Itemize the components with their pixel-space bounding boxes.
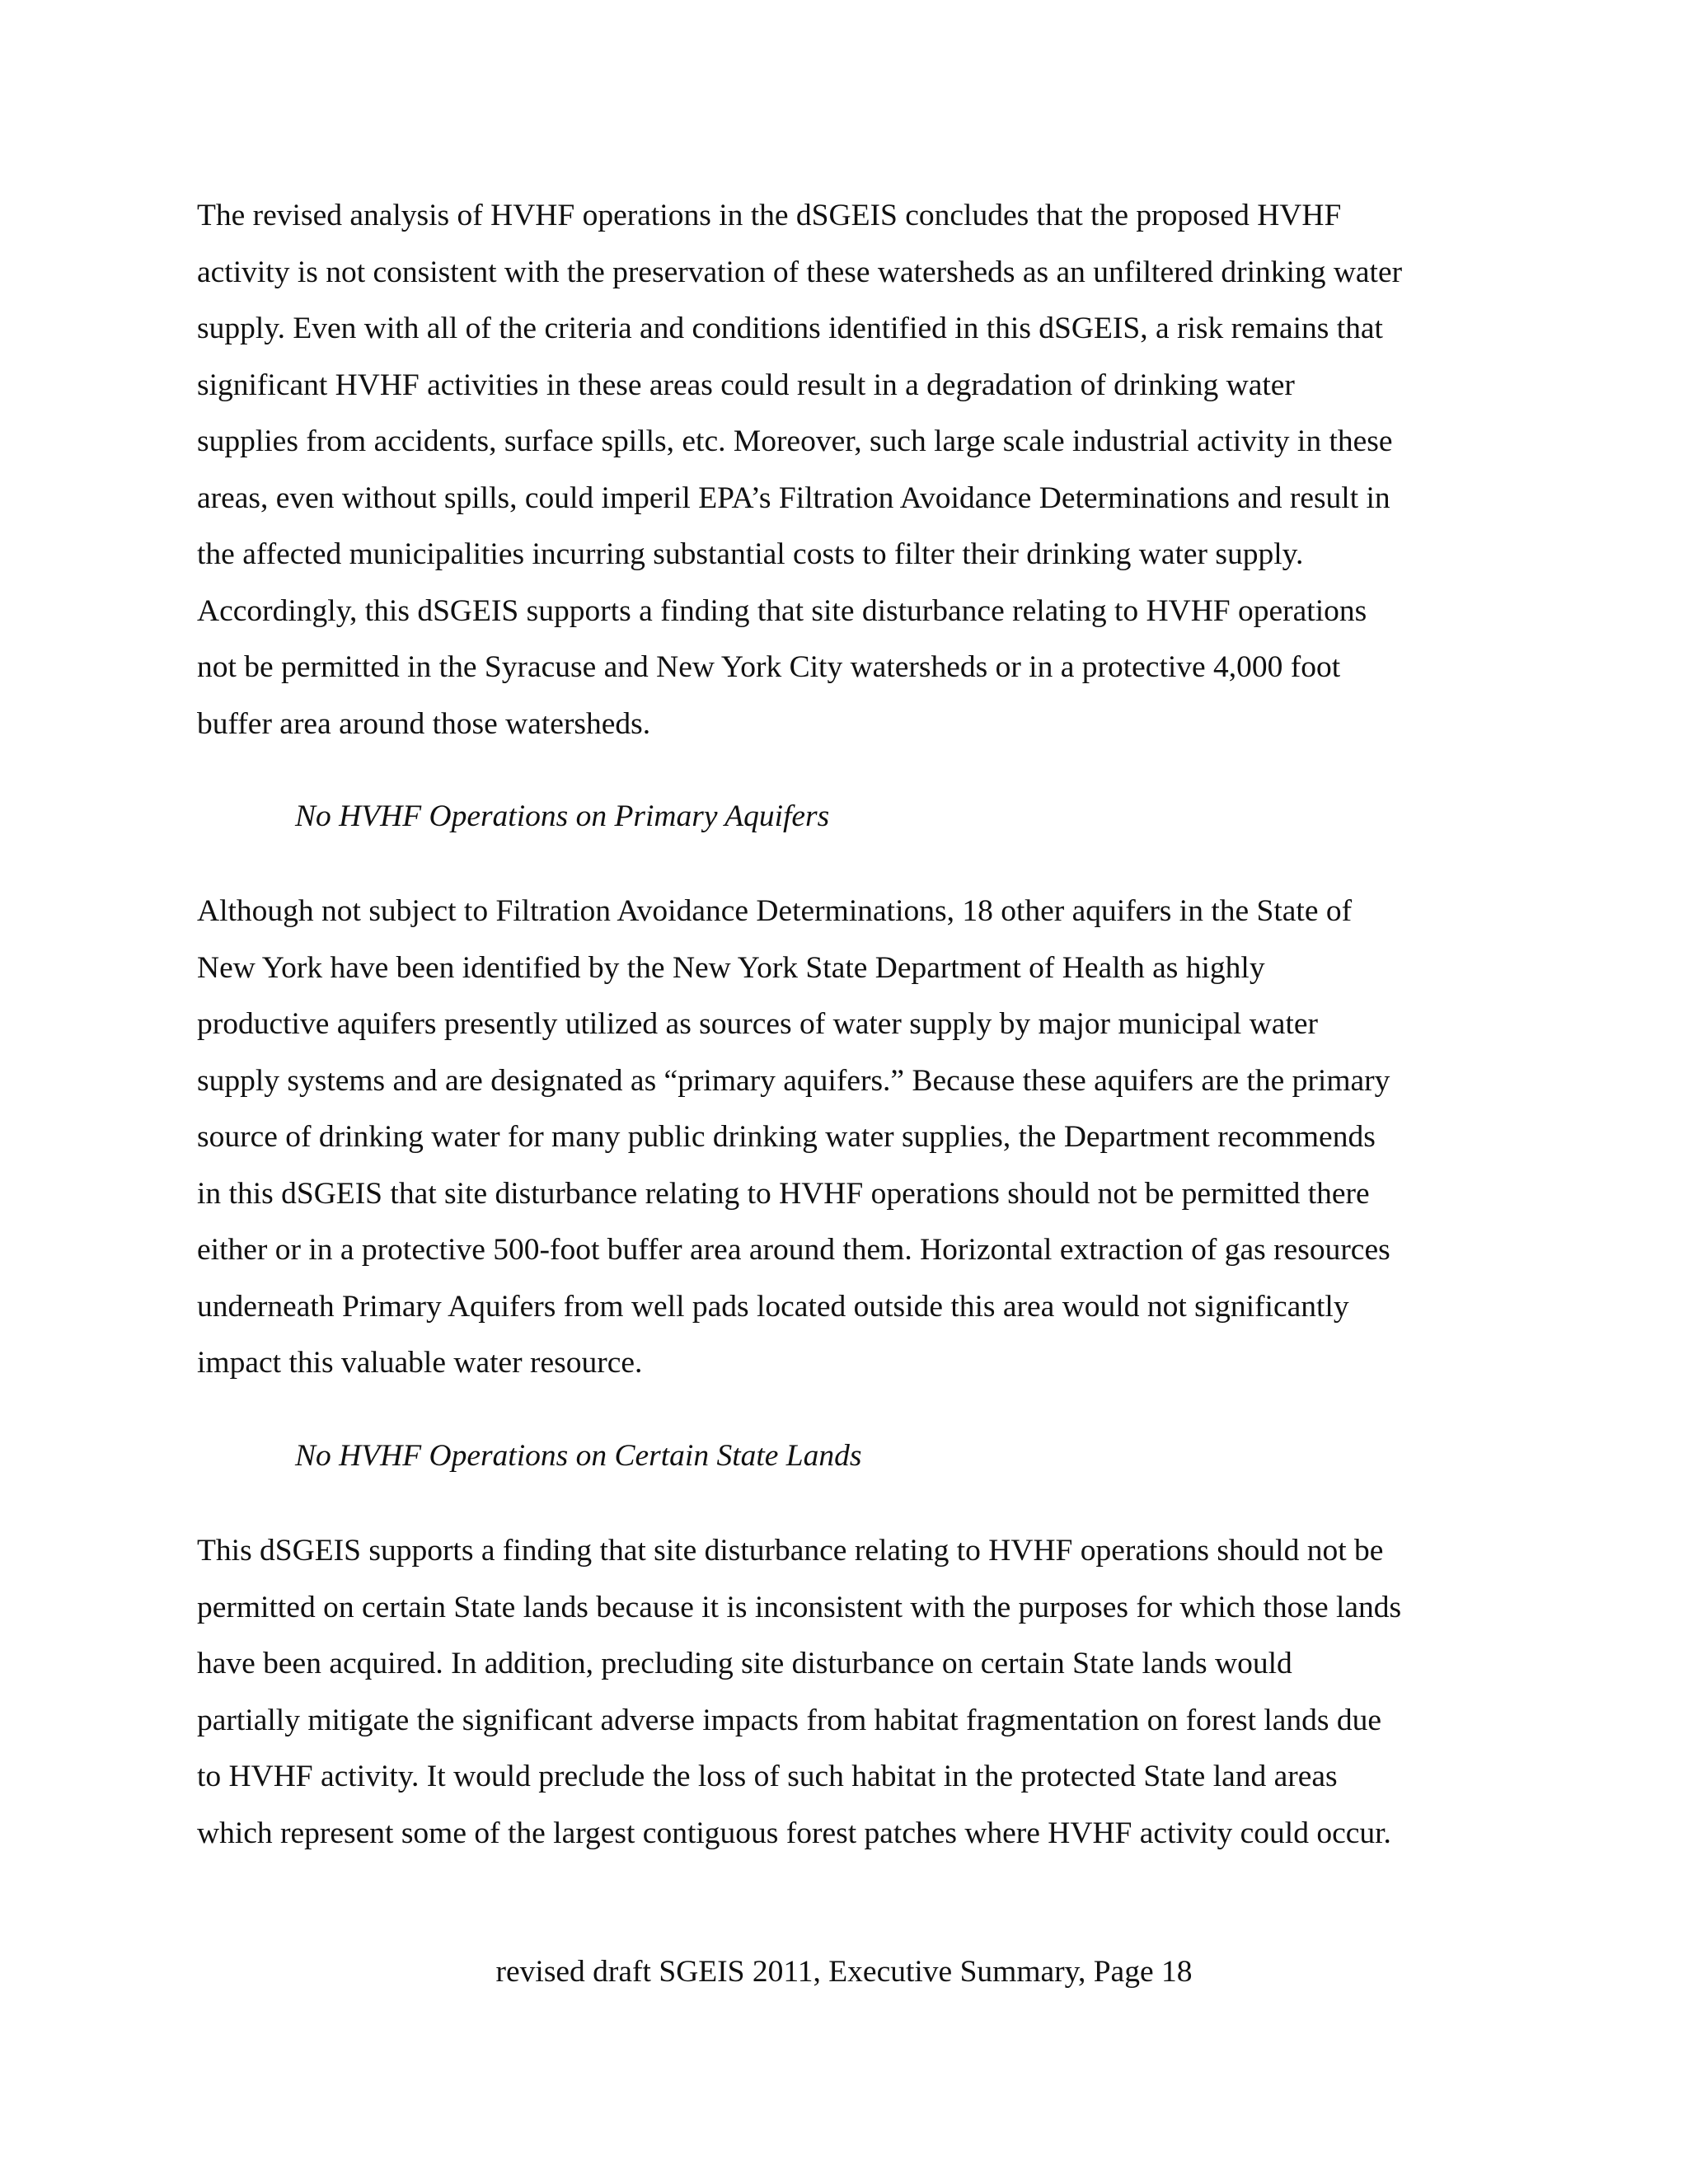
paragraph-line: significant HVHF activities in these areas could result in a degradation of drinking water [197, 368, 1295, 402]
paragraph-line: areas, even without spills, could imperil EPA’s Filtration Avoidance Determinations and result in [197, 480, 1390, 515]
paragraph-line: supply. Even with all of the criteria and conditions identified in this dSGEIS, a risk remains that [197, 312, 1383, 345]
paragraph-line: partially mitigate the significant adverse impacts from habitat fragmentation on forest lands due [197, 1703, 1382, 1737]
paragraph-state-lands [197, 1523, 1491, 1862]
paragraph-line: have been acquired. In addition, precluding site disturbance on certain State lands would [197, 1647, 1292, 1680]
paragraph-line: not be permitted in the Syracuse and New York City watersheds or in a protective 4,000 foot [197, 650, 1341, 684]
paragraph-line: impact this valuable water resource. [197, 1346, 643, 1380]
paragraph-line: This dSGEIS supports a finding that site disturbance relating to HVHF operations should not be [197, 1534, 1384, 1568]
paragraph-line: buffer area around those watersheds. [197, 706, 651, 741]
paragraph-primary-aquifers [197, 883, 1491, 1392]
paragraph-line: in this dSGEIS that site disturbance relating to HVHF operations should not be permitted there [197, 1176, 1370, 1211]
paragraph-line: The revised analysis of HVHF operations in the dSGEIS concludes that the proposed HVHF [197, 199, 1342, 232]
paragraph-line: productive aquifers presently utilized as sources of water supply by major municipal water [197, 1007, 1318, 1041]
paragraph-line: Although not subject to Filtration Avoidance Determinations, 18 other aquifers in the State of [197, 894, 1353, 928]
paragraph-line: to HVHF activity. It would preclude the loss of such habitat in the protected State land areas [197, 1760, 1338, 1793]
page-footer: revised draft SGEIS 2011, Executive Summary, Page 18 [495, 1955, 1193, 1989]
paragraph-line: the affected municipalities incurring substantial costs to filter their drinking water supply. [197, 537, 1304, 571]
paragraph-line: supplies from accidents, surface spills, etc. Moreover, such large scale industrial activity in these [197, 424, 1393, 458]
heading-primary-aquifers: No HVHF Operations on Primary Aquifers [295, 799, 830, 833]
paragraph-line: source of drinking water for many public drinking water supplies, the Department recommends [197, 1120, 1376, 1154]
paragraph-line: either or in a protective 500-foot buffer area around them. Horizontal extraction of gas resources [197, 1233, 1390, 1267]
paragraph-line: Accordingly, this dSGEIS supports a finding that site disturbance relating to HVHF operations [197, 593, 1367, 628]
paragraph-line: underneath Primary Aquifers from well pads located outside this area would not significantly [197, 1289, 1349, 1324]
paragraph-line: activity is not consistent with the preservation of these watersheds as an unfiltered drinking water [197, 255, 1403, 289]
paragraph-line: New York have been identified by the New York State Department of Health as highly [197, 950, 1265, 985]
paragraph-watersheds [197, 188, 1491, 752]
paragraph-line: permitted on certain State lands because it is inconsistent with the purposes for which those lands [197, 1590, 1402, 1624]
heading-state-lands: No HVHF Operations on Certain State Lands [295, 1439, 862, 1473]
paragraph-line: supply systems and are designated as “primary aquifers.” Because these aquifers are the primary [197, 1063, 1390, 1098]
paragraph-line: which represent some of the largest contiguous forest patches where HVHF activity could occur. [197, 1816, 1391, 1850]
